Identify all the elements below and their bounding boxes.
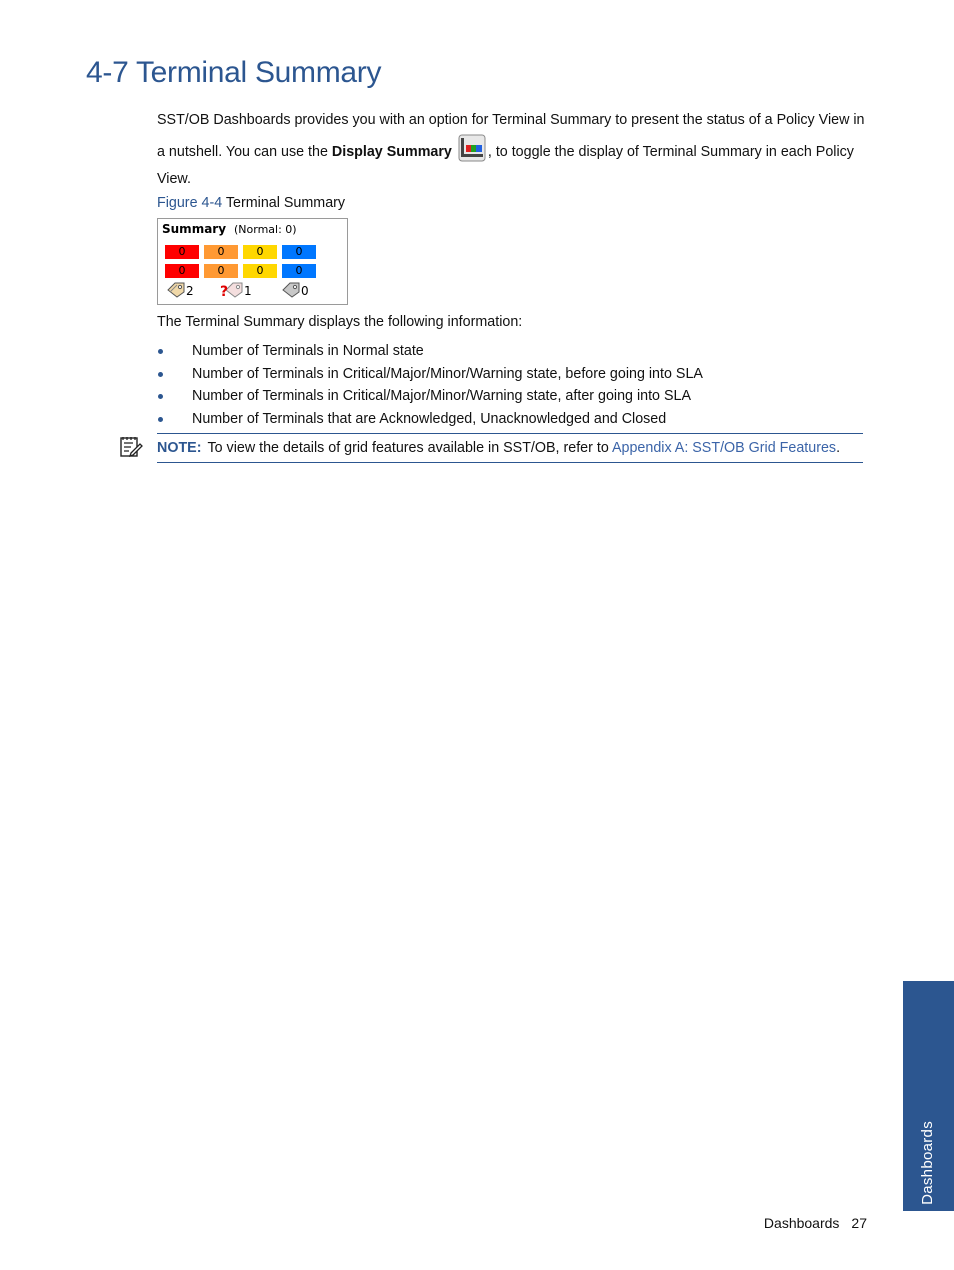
appendix-link[interactable]: Appendix A: SST/OB Grid Features: [611, 440, 837, 456]
acknowledged-tag-icon: [166, 282, 186, 298]
info-list: [157, 340, 877, 430]
warning-before-sla[interactable]: 0: [282, 245, 316, 259]
critical-after-sla[interactable]: 0: [165, 264, 199, 278]
note-label: NOTE:: [157, 440, 202, 456]
info-lead: The Terminal Summary displays the following information:: [157, 314, 523, 330]
note-icon: [119, 435, 143, 464]
display-summary-label: Display Summary: [331, 144, 452, 160]
note-end: .: [836, 440, 841, 456]
page-number: 27: [851, 1215, 867, 1231]
figure-number: Figure 4-4: [157, 195, 223, 211]
list-item: Number of Terminals in Critical/Major/Minor/Warning state, after going into SLA: [157, 385, 877, 408]
side-tab-label: Dashboards: [919, 1121, 936, 1205]
major-before-sla[interactable]: 0: [204, 245, 238, 259]
footer-section: Dashboards: [763, 1215, 840, 1231]
list-item: Number of Terminals that are Acknowledged, Unacknowledged and Closed: [157, 408, 877, 431]
critical-before-sla[interactable]: 0: [165, 245, 199, 259]
terminal-summary-widget: [157, 218, 348, 305]
list-item: Number of Terminals in Normal state: [157, 340, 877, 363]
unacknowledged-value: 1: [244, 284, 252, 298]
section-heading: 4-7 Terminal Summary: [86, 56, 382, 89]
minor-before-sla[interactable]: 0: [243, 245, 277, 259]
major-after-sla[interactable]: 0: [204, 264, 238, 278]
intro-text-end: , to toggle the display of Terminal Summary in each Policy View.: [157, 144, 854, 187]
figure-caption: [157, 195, 345, 211]
display-summary-icon: [458, 134, 486, 162]
summary-title: Summary: [162, 222, 227, 236]
intro-text: SST/OB Dashboards provides you with an option for Terminal Summary to present the status of a Policy View in a nutshell. You can use the: [157, 112, 865, 160]
list-item: Number of Terminals in Critical/Major/Minor/Warning state, before going into SLA: [157, 363, 877, 386]
unacknowledged-tag-icon: [220, 282, 244, 298]
acknowledged-count[interactable]: [166, 282, 194, 298]
closed-count[interactable]: [281, 282, 309, 298]
normal-count: (Normal: 0): [234, 223, 297, 236]
note-box: [157, 433, 863, 463]
closed-value: 0: [301, 284, 309, 298]
minor-after-sla[interactable]: 0: [243, 264, 277, 278]
unacknowledged-count[interactable]: [220, 282, 252, 298]
warning-after-sla[interactable]: 0: [282, 264, 316, 278]
intro-paragraph: [157, 107, 867, 193]
svg-text:?: ?: [220, 284, 229, 298]
page-footer: [764, 1215, 867, 1231]
acknowledged-value: 2: [186, 284, 194, 298]
section-side-tab: [903, 981, 954, 1211]
note-text: To view the details of grid features available in SST/OB, refer to: [207, 440, 612, 456]
figure-title: Terminal Summary: [225, 195, 346, 211]
closed-tag-icon: [281, 282, 301, 298]
